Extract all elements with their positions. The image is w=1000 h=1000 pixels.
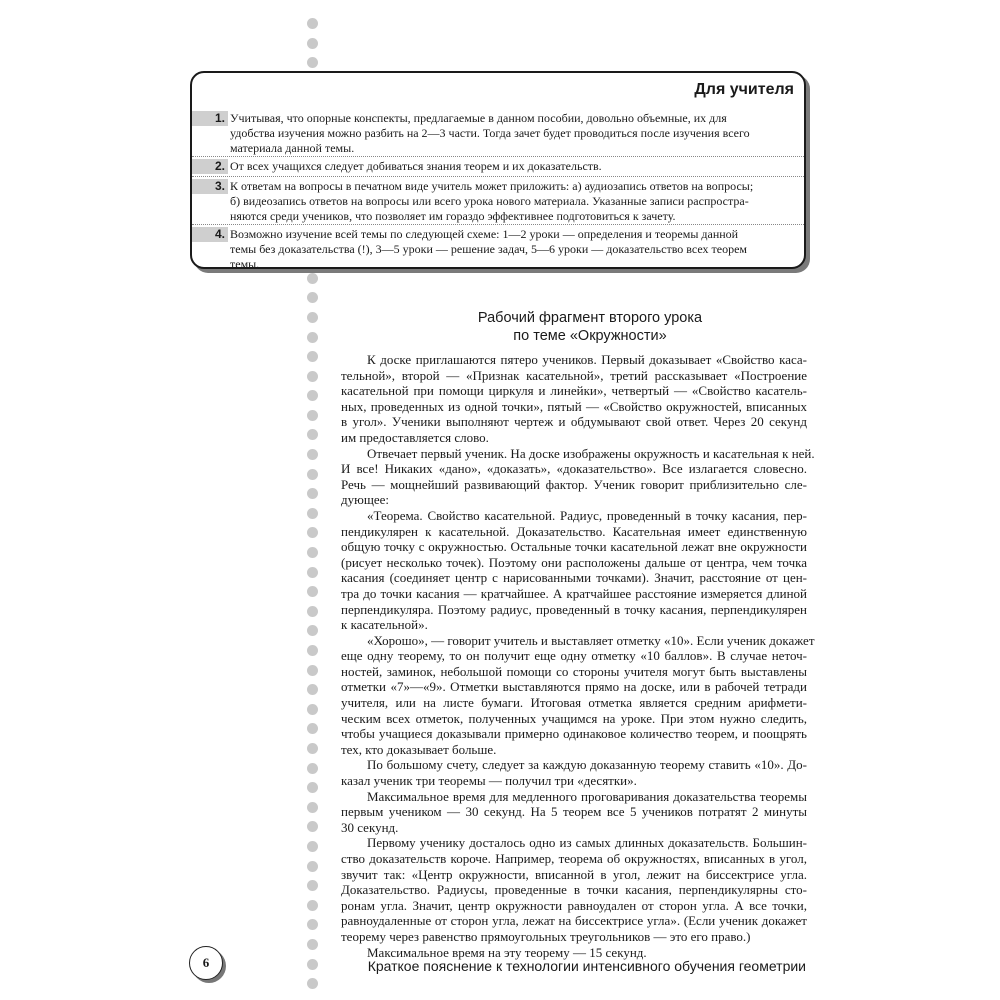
body-line: Первому ученику досталось одно из самых длинных доказательств. Большин- <box>367 835 807 851</box>
binder-hole <box>307 312 318 323</box>
binder-hole <box>307 38 318 49</box>
binder-hole <box>307 684 318 695</box>
item-number: 1. <box>192 111 228 126</box>
item-text <box>230 159 792 174</box>
binder-hole <box>307 763 318 774</box>
binder-hole <box>307 880 318 891</box>
body-line: теорему через равенство прямоугольных треугольников — это его право.) <box>341 928 751 944</box>
binder-hole <box>307 586 318 597</box>
body-line: «Хорошо», — говорит учитель и выставляет отметку «10». Если ученик докажет <box>367 632 815 648</box>
body-line: им предоставляется слово. <box>341 429 489 445</box>
binder-hole <box>307 547 318 558</box>
section-heading-line: по теме «Окружности» <box>513 328 667 344</box>
binder-hole <box>307 390 318 401</box>
teacher-note-box <box>190 71 806 269</box>
body-line: перпендикуляра. Поэтому радиус, проведенный в точку касания, перпендикулярен <box>341 601 807 617</box>
binder-hole <box>307 959 318 970</box>
body-line: касательной при помощи циркуля и линейки», четвертый — «Свойство касатель- <box>341 383 807 399</box>
body-line: Максимальное время на эту теорему — 15 секунд. <box>367 944 647 960</box>
divider <box>192 176 804 177</box>
divider <box>192 156 804 157</box>
binder-hole <box>307 665 318 676</box>
binder-hole <box>307 861 318 872</box>
body-line: ронам угла. Значит, центр окружности равноудален от сторон угла. А все точки, <box>341 897 807 913</box>
item-line: няются среди учеников, что позволяет им гораздо эффективнее подготовиться к зачету. <box>230 209 676 223</box>
body-line: чтобы учащиеся доказывали примерно одинаковое количество теорем, и поощрять <box>341 726 807 742</box>
item-line: б) видеозапись ответов на вопросы или всего урока нового материала. Указанные записи распростра- <box>230 194 749 208</box>
body-line: ческим всех отметок, полученных учащимся на уроке. При этом нужно следить, <box>341 710 807 726</box>
binder-hole <box>307 743 318 754</box>
binder-hole <box>307 939 318 950</box>
teacher-note-title: Для учителя <box>694 81 794 98</box>
binder-hole <box>307 802 318 813</box>
divider <box>192 224 804 225</box>
body-line: казал ученик три теоремы — получил три «десятки». <box>341 773 637 789</box>
binder-hole <box>307 57 318 68</box>
item-number: 2. <box>192 159 228 174</box>
body-line: еще одну теорему, то он получит еще одну отметку «10 баллов». В случае неточ- <box>341 648 807 664</box>
binder-hole <box>307 18 318 29</box>
binder-hole <box>307 704 318 715</box>
item-line: Возможно изучение всей темы по следующей схеме: 1—2 уроки — определения и теоремы данной <box>230 227 739 241</box>
item-text <box>230 227 792 272</box>
running-footer: Краткое пояснение к технологии интенсивного обучения геометрии <box>367 958 806 974</box>
body-line: ных, проведенных из одной точки», пятый — «Свойство окружностей, вписанных <box>341 398 807 414</box>
binder-hole <box>307 919 318 930</box>
body-line: тех, кто доказывает больше. <box>341 741 497 757</box>
body-line: касания (соединяет центр с нарисованными точками). Значит, расстояние от цен- <box>341 570 807 586</box>
body-line: Речь — мощнейший развивающий фактор. Ученик говорит приблизительно сле- <box>341 476 807 492</box>
body-text <box>341 352 815 960</box>
body-line: отметки «7»—«9». Отметки выставляются прямо на доске, или в рабочей тетради <box>341 679 807 695</box>
binder-hole <box>307 606 318 617</box>
body-line: общую точку с окружностью. Остальные точки касательной лежат вне окружности <box>341 539 807 555</box>
item-line: От всех учащихся следует добиваться знания теорем и их доказательств. <box>230 159 602 173</box>
body-line: пендикулярен к касательной. Доказательство. Касательная имеет единственную <box>341 523 807 539</box>
section-heading <box>440 309 740 345</box>
binder-hole <box>307 292 318 303</box>
body-line: равноудаленные от сторон угла, лежат на биссектрисе угла». (Если ученик докажет <box>341 913 807 929</box>
binder-hole <box>307 841 318 852</box>
item-line: К ответам на вопросы в печатном виде учитель может приложить: а) аудиозапись ответов на вопросы; <box>230 179 754 193</box>
body-line: Отвечает первый ученик. На доске изображены окружность и касательная к ней. <box>367 445 815 461</box>
item-number: 3. <box>192 179 228 194</box>
item-text <box>230 179 792 224</box>
body-line: Доказательство. Радиусы, проведенные в точки касания, перпендикулярны сто- <box>341 882 807 898</box>
body-line: первым учеником — 30 секунд. На 5 теорем все 5 учеников потратят 2 минуты <box>341 804 807 820</box>
binder-hole <box>307 488 318 499</box>
binder-hole <box>307 508 318 519</box>
body-line: Максимальное время для медленного проговаривания доказательства теоремы <box>367 788 807 804</box>
binder-hole <box>307 351 318 362</box>
body-line: ностей, заминок, небольшой помощи со стороны учителя могут быть выставлены <box>341 663 807 679</box>
binder-hole <box>307 645 318 656</box>
binder-hole <box>307 273 318 284</box>
binder-hole <box>307 449 318 460</box>
item-line: материала данной темы. <box>230 141 355 155</box>
body-line: тра до точки касания — кратчайшее. А кратчайшее расстояние измеряется длиной <box>341 585 807 601</box>
body-line: По большому счету, следует за каждую доказанную теорему ставить «10». До- <box>367 757 807 773</box>
item-text <box>230 111 792 156</box>
binder-hole <box>307 821 318 832</box>
item-line: удобства изучения можно разбить на 2—3 части. Тогда зачет будет проводиться после изучения всего <box>230 126 750 140</box>
body-line: 30 секунд. <box>341 819 399 835</box>
section-heading-line: Рабочий фрагмент второго урока <box>477 310 703 326</box>
binder-hole <box>307 332 318 343</box>
body-line: звучит так: «Центр окружности, вписанной в угол, лежит на биссектрисе угла. <box>341 866 807 882</box>
body-line: к касательной». <box>341 617 428 633</box>
binder-hole <box>307 429 318 440</box>
binder-hole <box>307 978 318 989</box>
body-line: дующее: <box>341 492 389 508</box>
body-line: тельной», второй — «Признак касательной», третий рассказывает «Построение <box>341 367 807 383</box>
binder-hole <box>307 900 318 911</box>
binder-hole <box>307 625 318 636</box>
binder-hole <box>307 469 318 480</box>
item-line: темы. <box>230 257 260 271</box>
body-line: ство доказательств короче. Например, теорема об окружностях, вписанных в угол, <box>341 851 807 866</box>
body-line: «Теорема. Свойство касательной. Радиус, проведенный в точку касания, пер- <box>367 507 807 523</box>
binder-hole <box>307 723 318 734</box>
binder-hole <box>307 371 318 382</box>
body-line: в угол». Ученики выполняют чертеж и обдумывают свой ответ. Через 20 секунд <box>341 414 807 430</box>
item-line: Учитывая, что опорные конспекты, предлагаемые в данном пособии, довольно объемные, их для <box>230 111 727 125</box>
item-number: 4. <box>192 227 228 242</box>
binder-hole <box>307 410 318 421</box>
body-line: учителя, или на листе бумаги. Итоговая отметка является средним арифмети- <box>341 695 807 711</box>
item-line: темы без доказательства (!), 3—5 уроки — решение задач, 5—6 уроки — доказательство всех теорем <box>230 242 748 256</box>
binder-hole <box>307 567 318 578</box>
body-line: И все! Никаких «дано», «доказать», «доказательство». Все излагается словесно. <box>341 461 807 477</box>
body-line: (рисует несколько точек). Поэтому они расположены дальше от центра, чем точка <box>341 554 807 570</box>
body-line: К доске приглашаются пятеро учеников. Первый доказывает «Свойство каса- <box>367 352 807 367</box>
binder-hole <box>307 527 318 538</box>
binder-hole <box>307 782 318 793</box>
page-number: 6 <box>189 946 223 980</box>
